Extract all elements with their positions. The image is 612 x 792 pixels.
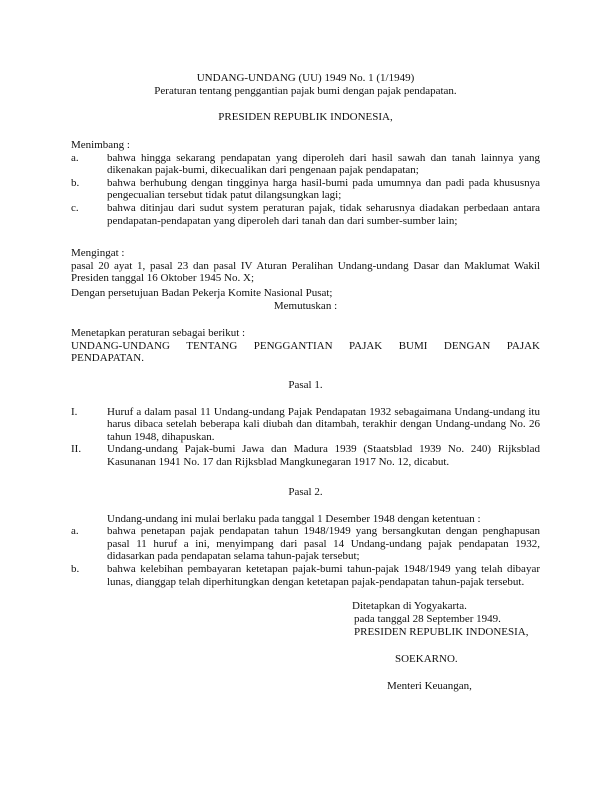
list-item xyxy=(71,443,540,468)
pasal-1-section xyxy=(71,379,540,469)
mengingat-heading: Mengingat : xyxy=(71,247,125,259)
signature-place: Ditetapkan di Yogyakarta. xyxy=(352,600,467,612)
signature-title: PRESIDEN REPUBLIK INDONESIA, xyxy=(354,626,529,638)
item-label: a. xyxy=(71,151,79,164)
item-text: bahwa ditinjau dari sudut system peraturan pajak, tidak seharusnya diadakan perbedaan antara pendapatan-pendapatan yang diperoleh dari tanah dan dari sumber-sumber lain; xyxy=(107,201,540,227)
menimbang-section xyxy=(71,139,540,227)
menetapkan-heading: Menetapkan peraturan sebagai berikut : xyxy=(71,327,246,339)
item-text: bahwa kelebihan pembayaran ketetapan pajak-bumi tahun-pajak 1948/1949 yang telah dibayar lunas, dianggap telah diperhitungkan dengan ketetapan pajak-pendapatan tahun-pajak tersebut. xyxy=(107,562,540,588)
item-text: bahwa berhubung dengan tingginya harga hasil-bumi pada umumnya dan padi pada khususnya pengecualian tersebut tidak patut dilangsungkan lagi; xyxy=(107,176,540,202)
mengingat-text: pasal 20 ayat 1, pasal 23 dan pasal IV Aturan Peralihan Undang-undang Dasar dan Maklumat Wakil Presiden tanggal 16 Oktober 1945 No. X; xyxy=(71,259,540,285)
item-label: c. xyxy=(71,201,79,214)
menetapkan-section xyxy=(71,327,540,365)
item-text: Huruf a dalam pasal 11 Undang-undang Pajak Pendapatan 1932 sebagaimana Undang-undang itu harus dibaca setelah beberapa kali diubah dan ditambah, terakhir dengan Undang-undang No. 26 tahun 1948, dihapuskan. xyxy=(107,405,540,443)
list-item xyxy=(71,406,540,444)
signature-name: SOEKARNO. xyxy=(395,653,458,665)
pasal-2-section xyxy=(71,486,540,588)
issuer: PRESIDEN REPUBLIK INDONESIA, xyxy=(218,111,393,124)
list-item xyxy=(71,177,540,202)
item-text: Undang-undang Pajak-bumi Jawa dan Madura 1939 (Staatsblad 1939 No. 240) Rijksblad Kasunanan 1941 No. 17 dan Rijksblad Mangkunegaran 1917 No. 12, dicabut. xyxy=(107,443,540,468)
item-label: II. xyxy=(71,443,82,456)
persetujuan-section xyxy=(71,287,540,312)
pasal-2-intro: Undang-undang ini mulai berlaku pada tanggal 1 Desember 1948 dengan ketentuan : xyxy=(107,512,481,525)
menimbang-heading: Menimbang : xyxy=(71,139,130,151)
signature-date: pada tanggal 28 September 1949. xyxy=(354,613,501,625)
memutuskan-heading: Memutuskan : xyxy=(273,299,338,312)
list-item xyxy=(71,563,540,588)
item-text: bahwa penetapan pajak pendapatan tahun 1948/1949 yang bersangkutan dengan penghapusan pasal 11 huruf a ini, menyimpang dari pasal 14 Undang-undang pajak pendapatan 1932, didasarkan pada pendapatan selama tahun-pajak tersebut; xyxy=(107,525,540,563)
list-item xyxy=(71,152,540,177)
menetapkan-text: UNDANG-UNDANG TENTANG PENGGANTIAN PAJAK BUMI DENGAN PAJAK PENDAPATAN. xyxy=(71,339,540,365)
item-text: bahwa hingga sekarang pendapatan yang diperoleh dari hasil sawah dan tanah lainnya yang dikenakan pajak-bumi, dikecualikan dari pengenaan pajak pendapatan; xyxy=(107,151,540,177)
persetujuan-text: Dengan persetujuan Badan Pekerja Komite Nasional Pusat; xyxy=(71,287,333,299)
item-label: a. xyxy=(71,525,79,538)
list-item xyxy=(71,202,540,227)
document-subtitle: Peraturan tentang penggantian pajak bumi dengan pajak pendapatan. xyxy=(154,84,457,97)
pasal-2-heading: Pasal 2. xyxy=(288,486,323,498)
pasal-1-heading: Pasal 1. xyxy=(288,379,323,391)
document-header xyxy=(71,72,540,124)
item-label: b. xyxy=(71,562,80,575)
item-label: b. xyxy=(71,176,80,189)
signature-minister: Menteri Keuangan, xyxy=(387,680,472,692)
mengingat-section xyxy=(71,247,540,285)
list-item xyxy=(71,525,540,563)
item-label: I. xyxy=(71,405,78,418)
document-title: UNDANG-UNDANG (UU) 1949 No. 1 (1/1949) xyxy=(196,72,415,84)
